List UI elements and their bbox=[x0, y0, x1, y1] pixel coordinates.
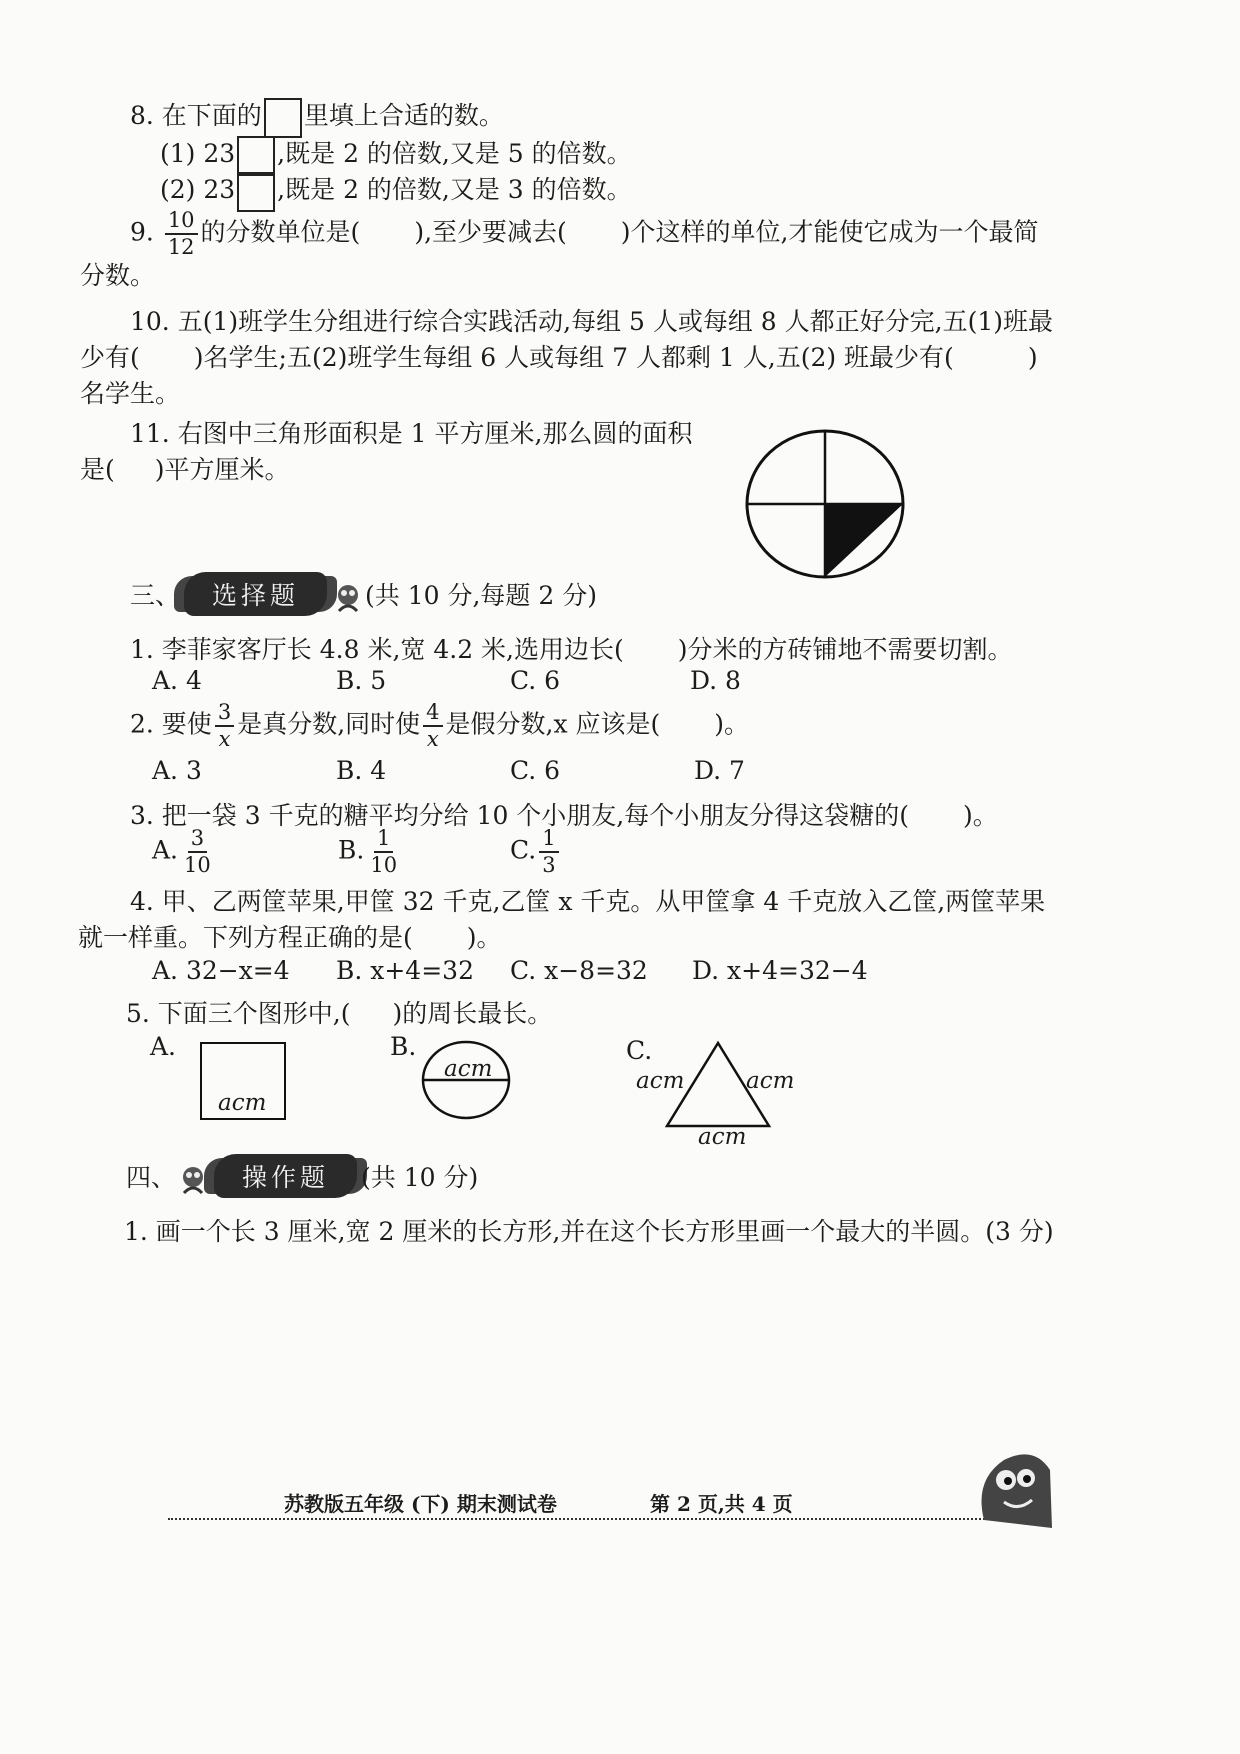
mc3-option-b[interactable] bbox=[338, 828, 403, 876]
q8-sub2-number: (2) 23 bbox=[160, 175, 236, 204]
mc3-option-c-label: C. bbox=[510, 835, 537, 865]
mc2-fraction-1-denominator: x bbox=[218, 727, 231, 751]
q10-line2 bbox=[80, 338, 1038, 374]
mc5-stem bbox=[126, 994, 552, 1030]
mc3-option-a-denominator: 10 bbox=[184, 853, 211, 877]
cartoon-critter-icon bbox=[331, 581, 365, 615]
mc4-line2 bbox=[78, 918, 502, 954]
q10-line3: 名学生。 bbox=[80, 379, 181, 408]
mc2-stem-b: 是真分数,同时使 bbox=[237, 709, 421, 739]
mc1-option-c[interactable]: C. 6 bbox=[510, 666, 561, 695]
mc3-option-a-label: A. bbox=[152, 835, 179, 865]
q9-text-a: 的分数单位是( bbox=[200, 217, 361, 247]
q8-sub2-text: ,既是 2 的倍数,又是 3 的倍数。 bbox=[277, 175, 632, 204]
section3-prefix: 三、 bbox=[130, 581, 181, 610]
q8-sub2-answer-box[interactable] bbox=[237, 172, 275, 212]
q8-prefix: 8. 在下面的 bbox=[130, 101, 262, 130]
footer-page-number: 第 2 页,共 4 页 bbox=[650, 1492, 793, 1516]
q8-suffix: 里填上合适的数。 bbox=[303, 101, 504, 130]
mc5-square-side-label: acm bbox=[218, 1090, 267, 1116]
mc5-option-c[interactable]: C. bbox=[626, 1036, 653, 1065]
mc1-option-b[interactable]: B. 5 bbox=[336, 666, 387, 695]
q9-text-c: )个这样的单位,才能使它成为一个最简 bbox=[620, 217, 1039, 247]
cartoon-critter-icon bbox=[176, 1163, 210, 1197]
section4-prefix: 四、 bbox=[126, 1163, 177, 1192]
q9-text-b: ),至少要减去( bbox=[414, 217, 567, 247]
q9-line1 bbox=[130, 210, 1038, 258]
mc3-option-c-numerator: 1 bbox=[539, 828, 558, 853]
q8-sub1-text: ,既是 2 的倍数,又是 5 的倍数。 bbox=[277, 139, 632, 168]
mc3-option-b-fraction bbox=[367, 828, 400, 876]
q9-fraction bbox=[165, 210, 198, 258]
mc3-stem bbox=[130, 796, 998, 832]
mc2-stem-c: 是假分数,x 应该是( bbox=[445, 709, 661, 739]
mc1-stem-b: )分米的方砖铺地不需要切割。 bbox=[677, 635, 1013, 664]
mc3-option-c-fraction bbox=[539, 828, 558, 876]
mc3-stem-a: 3. 把一袋 3 千克的糖平均分给 10 个小朋友,每个小朋友分得这袋糖的( bbox=[130, 801, 910, 830]
footer-title: 苏教版五年级 (下) 期末测试卷 bbox=[284, 1492, 557, 1516]
mc4-line2-a: 就一样重。下列方程正确的是( bbox=[78, 923, 413, 952]
mc3-option-a-numerator: 3 bbox=[188, 828, 207, 853]
mc1-stem-a: 1. 李菲家客厅长 4.8 米,宽 4.2 米,选用边长( bbox=[130, 635, 624, 664]
section4-banner: 操作题 bbox=[214, 1154, 357, 1198]
mc1-option-d[interactable]: D. 8 bbox=[690, 666, 741, 695]
mc4-line2-b: )。 bbox=[466, 923, 502, 952]
mc2-fraction-1-numerator: 3 bbox=[215, 702, 234, 727]
cartoon-mascot-icon bbox=[964, 1440, 1056, 1532]
q9-fraction-denominator: 12 bbox=[167, 235, 195, 259]
q11-circle-diagram bbox=[740, 426, 910, 582]
mc2-fraction-1 bbox=[215, 702, 234, 750]
q10-line2-c: ) bbox=[1027, 343, 1038, 372]
mc2-fraction-2 bbox=[423, 702, 442, 750]
q8-stem bbox=[130, 96, 504, 138]
q11-line1: 11. 右图中三角形面积是 1 平方厘米,那么圆的面积 bbox=[130, 419, 693, 448]
answer-box-sample bbox=[264, 98, 302, 138]
mc5-option-a[interactable]: A. bbox=[150, 1032, 177, 1061]
footer-divider bbox=[168, 1518, 1048, 1520]
mc2-stem bbox=[130, 702, 749, 750]
mc2-stem-a: 2. 要使 bbox=[130, 709, 212, 739]
mc5-stem-a: 5. 下面三个图形中,( bbox=[126, 999, 351, 1028]
mc5-option-b[interactable]: B. bbox=[390, 1032, 417, 1061]
mc3-option-a[interactable] bbox=[152, 828, 217, 876]
mc1-option-a[interactable]: A. 4 bbox=[152, 666, 202, 695]
mc4-option-d[interactable]: D. x+4=32−4 bbox=[692, 956, 868, 985]
mc5-triangle-bottom-label: acm bbox=[698, 1124, 747, 1150]
mc2-fraction-2-denominator: x bbox=[426, 727, 439, 751]
q9-fraction-numerator: 10 bbox=[165, 210, 198, 235]
op1-text: 1. 画一个长 3 厘米,宽 2 厘米的长方形,并在这个长方形里画一个最大的半圆。(3 分) bbox=[124, 1217, 1054, 1246]
mc5-triangle-right-label: acm bbox=[746, 1068, 795, 1094]
section4-header bbox=[126, 1154, 478, 1198]
q8-sub2 bbox=[160, 170, 632, 212]
mc3-option-a-fraction bbox=[181, 828, 214, 876]
section4-note: (共 10 分) bbox=[361, 1163, 479, 1192]
q11-line2-a: 是( bbox=[80, 455, 115, 484]
mc3-stem-b: )。 bbox=[963, 801, 998, 830]
mc2-option-b[interactable]: B. 4 bbox=[336, 756, 387, 785]
mc5-circle-diameter-label: acm bbox=[444, 1056, 493, 1082]
mc2-stem-d: )。 bbox=[714, 709, 750, 739]
mc1-stem bbox=[130, 630, 1013, 666]
mc5-stem-b: )的周长最长。 bbox=[392, 999, 553, 1028]
mc3-option-b-denominator: 10 bbox=[370, 853, 398, 877]
q9-number: 9. bbox=[130, 217, 154, 247]
mc4-option-a[interactable]: A. 32−x=4 bbox=[152, 956, 290, 985]
mc4-line1: 4. 甲、乙两筐苹果,甲筐 32 千克,乙筐 x 千克。从甲筐拿 4 千克放入乙筐,两筐苹果 bbox=[130, 887, 1046, 916]
mc3-option-b-label: B. bbox=[338, 835, 365, 865]
q11-line2-b: )平方厘米。 bbox=[154, 455, 290, 484]
mc4-option-b[interactable]: B. x+4=32 bbox=[336, 956, 474, 985]
mc3-option-b-numerator: 1 bbox=[374, 828, 393, 853]
mc4-option-c[interactable]: C. x−8=32 bbox=[510, 956, 648, 985]
q10-line1: 10. 五(1)班学生分组进行综合实践活动,每组 5 人或每组 8 人都正好分完,五(1)班最 bbox=[130, 307, 1054, 336]
mc2-option-d[interactable]: D. 7 bbox=[694, 756, 745, 785]
q11-line2 bbox=[80, 450, 290, 486]
mc5-triangle-left-label: acm bbox=[636, 1068, 685, 1094]
q8-sub1-number: (1) 23 bbox=[160, 139, 236, 168]
mc3-option-c[interactable] bbox=[510, 828, 562, 876]
mc2-fraction-2-numerator: 4 bbox=[423, 702, 442, 727]
mc2-option-c[interactable]: C. 6 bbox=[510, 756, 561, 785]
mc3-option-c-denominator: 3 bbox=[542, 853, 556, 877]
mc2-option-a[interactable]: A. 3 bbox=[152, 756, 202, 785]
q9-line2: 分数。 bbox=[80, 261, 156, 290]
section3-banner: 选择题 bbox=[184, 572, 327, 616]
q10-line2-b: )名学生;五(2)班学生每组 6 人或每组 7 人都剩 1 人,五(2) 班最少有( bbox=[193, 343, 954, 372]
q10-line2-a: 少有( bbox=[80, 343, 140, 372]
section3-header bbox=[130, 572, 597, 616]
section3-note: (共 10 分,每题 2 分) bbox=[365, 581, 597, 610]
